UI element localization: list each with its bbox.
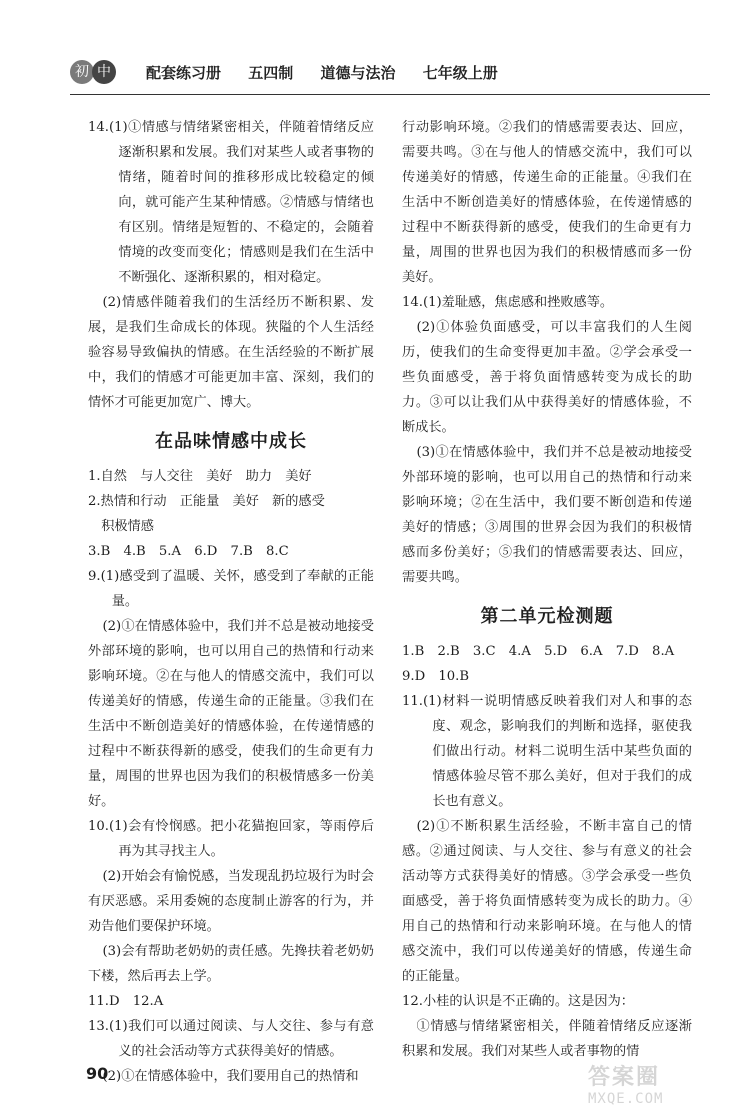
answer-10-part1: 10.(1)会有怜悯感。把小花猫抱回家，等雨停后再为其寻找主人。: [88, 819, 374, 859]
system-name: 五四制: [248, 64, 294, 82]
unit-answer-11-part2: (2)①不断积累生活经验，不断丰富自己的情感。②通过阅读、与人交往、参与有意义的社会活动等方式获得美好的情感。③学会承受一些负面感受，善于将负面情感转变为成长的助力。④用自己的热情和行动来影响环境。在与他人的情感交流中，我们可以传递美好的情感，传递生命的正能量。: [402, 819, 692, 984]
watermark-text: 答案圈: [588, 1065, 661, 1090]
unit-answers-9-10: 9.D 10.B: [402, 669, 470, 684]
answer-13-part2: (2)①在情感体验中，我们要用自己的热情和: [102, 1069, 359, 1084]
series-logo-icon: 初: [70, 60, 94, 84]
answer-14-part1: 14.(1)①情感与情绪紧密相关，伴随着情绪反应逐渐积累和发展。我们对某些人或者事物的情绪，随着时间的推移形成比较稳定的倾向，就可能产生某种情感。②情感与情绪也有区别。情绪是短暂的、不稳定的，会随着情境的改变而变化；情感则是我们在生活中不断强化、逐渐积累的，相对稳定。: [88, 120, 374, 285]
answer-10-part2: (2)开始会有愉悦感，当发现乱扔垃圾行为时会有厌恶感。采用委婉的态度制止游客的行为，并劝告他们要保护环境。: [88, 869, 374, 934]
answer-13-cont: 行动影响环境。②我们的情感需要表达、回应，需要共鸣。③在与他人的情感交流中，我们可以传递美好的情感，传递生命的正能量。④我们在生活中不断创造美好的情感体验，在传递情感的过程中不断获得新的感受，使我们的生命更有力量，周围的世界也因为我们的积极情感而多一份美好。: [402, 120, 692, 285]
answer-3-8: 3.B 4.B 5.A 6.D 7.B 8.C: [88, 544, 289, 559]
unit-test-title: 第二单元检测题: [480, 606, 614, 627]
answer-14-b-part1: 14.(1)羞耻感，焦虑感和挫败感等。: [402, 295, 614, 310]
unit-answer-12: 12.小桂的认识是不正确的。这是因为：: [402, 994, 634, 1009]
book-name: 配套练习册: [146, 64, 222, 82]
unit-answer-12-cont: ①情感与情绪紧密相关，伴随着情绪反应逐渐积累和发展。我们对某些人或者事物的情: [402, 1019, 692, 1059]
answer-2: 2.热情和行动 正能量 美好 新的感受: [88, 494, 325, 509]
answer-9-part1: 9.(1)感受到了温暖、关怀，感受到了奉献的正能量。: [88, 569, 374, 609]
series-logo-icon-2: 中: [92, 60, 116, 84]
section-title: 在品味情感中成长: [155, 431, 307, 452]
subject-name: 道德与法治: [320, 64, 396, 82]
page-number: 90: [86, 1064, 109, 1083]
answer-11-12: 11.D 12.A: [88, 994, 164, 1009]
page-header: [70, 60, 710, 90]
watermark-url: MXQE.COM: [588, 1091, 664, 1107]
answer-1: 1.自然 与人交往 美好 助力 美好: [88, 469, 312, 484]
grade-name: 七年级上册: [422, 64, 498, 82]
answer-2-cont: 积极情感: [101, 519, 154, 534]
answer-13-part1: 13.(1)我们可以通过阅读、与人交往、参与有意义的社会活动等方式获得美好的情感。: [88, 1019, 374, 1059]
answer-14-b-part3: (3)①在情感体验中，我们并不总是被动地接受外部环境的影响，也可以用自己的热情和行动来影响环境；②在生活中，我们要不断创造和传递美好的情感；③周围的世界会因为我们的积极情感而多份美好；⑤我们的情感需要表达、回应，需要共鸣。: [402, 445, 692, 585]
left-column: [88, 115, 374, 1089]
header-title: [146, 62, 520, 83]
header-divider: [70, 94, 710, 95]
unit-answer-11-part1: 11.(1)材料一说明情感反映着我们对人和事的态度、观念，影响我们的判断和选择，驱使我们做出行动。材料二说明生活中某些负面的情感体验尽管不那么美好，但对于我们的成长也有意义。: [402, 694, 692, 809]
unit-answers-1-8: 1.B 2.B 3.C 4.A 5.D 6.A 7.D 8.A: [402, 644, 675, 659]
watermark-logo: [588, 1060, 736, 1107]
answer-10-part3: (3)会有帮助老奶奶的责任感。先搀扶着老奶奶下楼，然后再去上学。: [88, 944, 374, 984]
right-column: [402, 115, 692, 1064]
answer-14-part2: (2)情感伴随着我们的生活经历不断积累、发展，是我们生命成长的体现。狭隘的个人生活经验容易导致偏执的情感。在生活经验的不断扩展中，我们的情感才可能更加丰富、深刻，我们的情怀才可能更加宽广、博大。: [88, 295, 374, 410]
answer-14-b-part2: (2)①体验负面感受，可以丰富我们的人生阅历，使我们的生命变得更加丰盈。②学会承受一些负面感受，善于将负面情感转变为成长的助力。③可以让我们从中获得美好的情感体验，不断成长。: [402, 320, 692, 435]
answer-9-part2: (2)①在情感体验中，我们并不总是被动地接受外部环境的影响，也可以用自己的热情和行动来影响环境。②在与他人的情感交流中，我们可以传递美好的情感，传递生命的正能量。③我们在生活中不断创造美好的情感体验，在传递情感的过程中不断获得新的感受，使我们的生命更有力量，周围的世界也因为我们的积极情感多一份美好。: [88, 619, 374, 809]
